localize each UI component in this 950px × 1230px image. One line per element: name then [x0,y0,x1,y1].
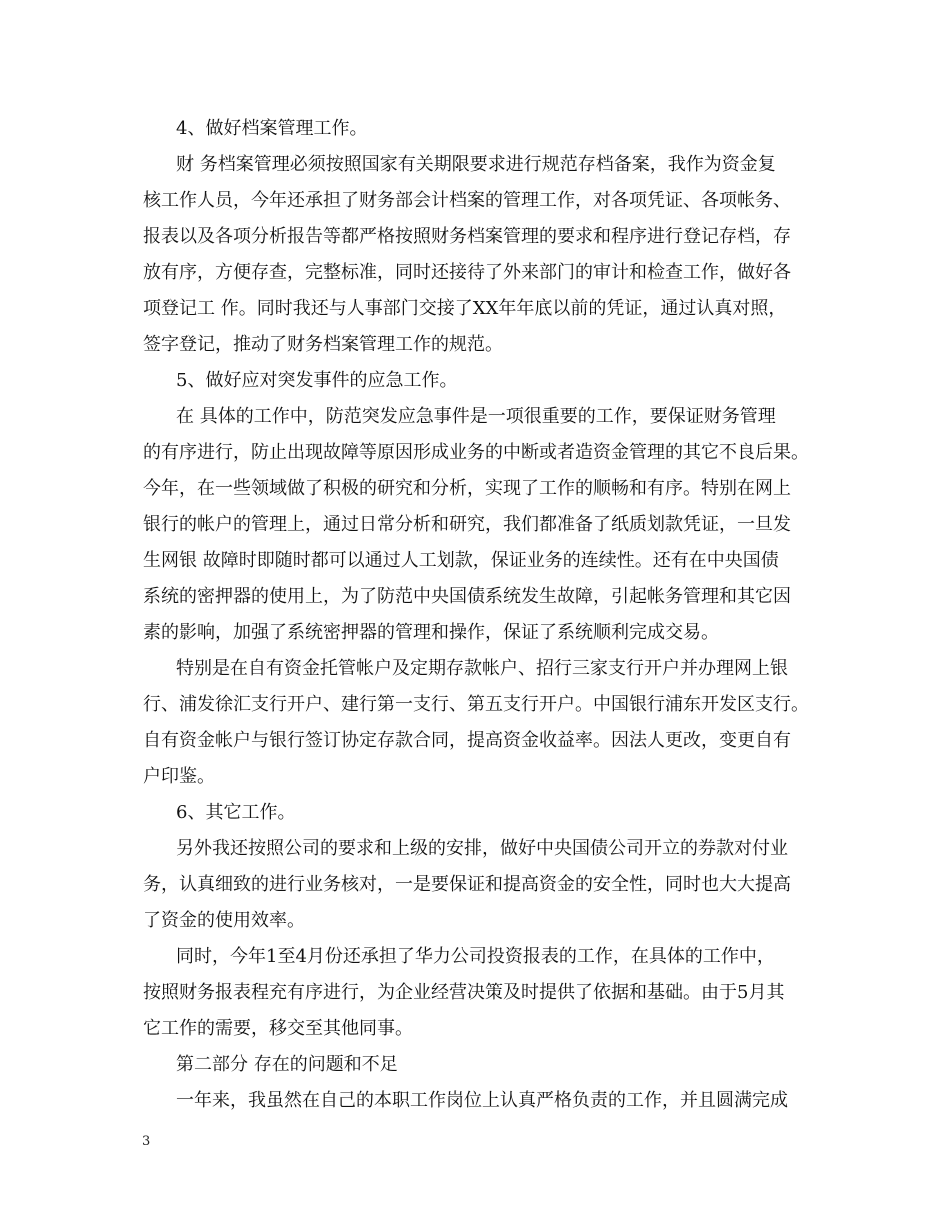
paragraph-line: 同时，今年1至4月份还承担了华力公司投资报表的工作，在具体的工作中， [176,946,775,967]
paragraph-line: 今年，在一些领域做了积极的研究和分析，实现了工作的顺畅和有序。特别在网上 [143,478,791,499]
paragraph-line: 核工作人员，今年还承担了财务部会计档案的管理工作，对各项凭证、各项帐务、 [143,190,791,211]
paragraph-line: 放有序，方便存查，完整标准，同时还接待了外来部门的审计和检查工作，做好各 [143,262,791,283]
paragraph-line: 户印鉴。 [143,766,215,787]
paragraph-line: 按照财务报表程充有序进行，为企业经营决策及时提供了依据和基础。由于5月其 [143,982,785,1003]
paragraph-line: 它工作的需要，移交至其他同事。 [143,1018,413,1039]
paragraph-line: 在 具体的工作中，防范突发应急事件是一项很重要的工作，要保证财务管理 [176,406,776,427]
paragraph-line: 了资金的使用效率。 [143,910,305,931]
heading-5-emergency-work: 5、做好应对突发事件的应急工作。 [176,370,458,391]
paragraph-line: 生网银 故障时即随时都可以通过人工划款，保证业务的连续性。还有在中央国债 [143,550,779,571]
paragraph-line: 素的影响，加强了系统密押器的管理和操作，保证了系统顺利完成交易。 [143,622,719,643]
paragraph-line: 系统的密押器的使用上，为了防范中央国债系统发生故障，引起帐务管理和其它因 [143,586,791,607]
paragraph-line: 另外我还按照公司的要求和上级的安排，做好中央国债公司开立的券款对付业 [176,838,788,859]
paragraph-line: 项登记工 作。同时我还与人事部门交接了XX年年底以前的凭证，通过认真对照， [143,298,787,319]
paragraph-line: 签字登记，推动了财务档案管理工作的规范。 [143,334,503,355]
paragraph-line: 一年来，我虽然在自己的本职工作岗位上认真严格负责的工作，并且圆满完成 [176,1090,788,1111]
paragraph-line: 行、浦发徐汇支行开户、建行第一支行、第五支行开户。中国银行浦东开发区支行。 [143,694,809,715]
paragraph-line: 特别是在自有资金托管帐户及定期存款帐户、招行三家支行开户并办理网上银 [176,658,788,679]
heading-6-other-work: 6、其它工作。 [176,802,296,823]
paragraph-line: 务，认真细致的进行业务核对，一是要保证和提高资金的安全性，同时也大大提高 [143,874,791,895]
page-number: 3 [142,1134,151,1149]
paragraph-line: 报表以及各项分析报告等都严格按照财务档案管理的要求和程序进行登记存档，存 [143,226,791,247]
section-heading-part-two: 第二部分 存在的问题和不足 [176,1054,398,1075]
paragraph-line: 银行的帐户的管理上，通过日常分析和研究，我们都准备了纸质划款凭证，一旦发 [143,514,791,535]
paragraph-line: 的有序进行，防止出现故障等原因形成业务的中断或者造资金管理的其它不良后果。 [143,442,809,463]
heading-4-archive-management: 4、做好档案管理工作。 [176,118,368,139]
paragraph-line: 自有资金帐户与银行签订协定存款合同，提高资金收益率。因法人更改，变更自有 [143,730,791,751]
paragraph-line: 财 务档案管理必须按照国家有关期限要求进行规范存档备案，我作为资金复 [176,154,776,175]
